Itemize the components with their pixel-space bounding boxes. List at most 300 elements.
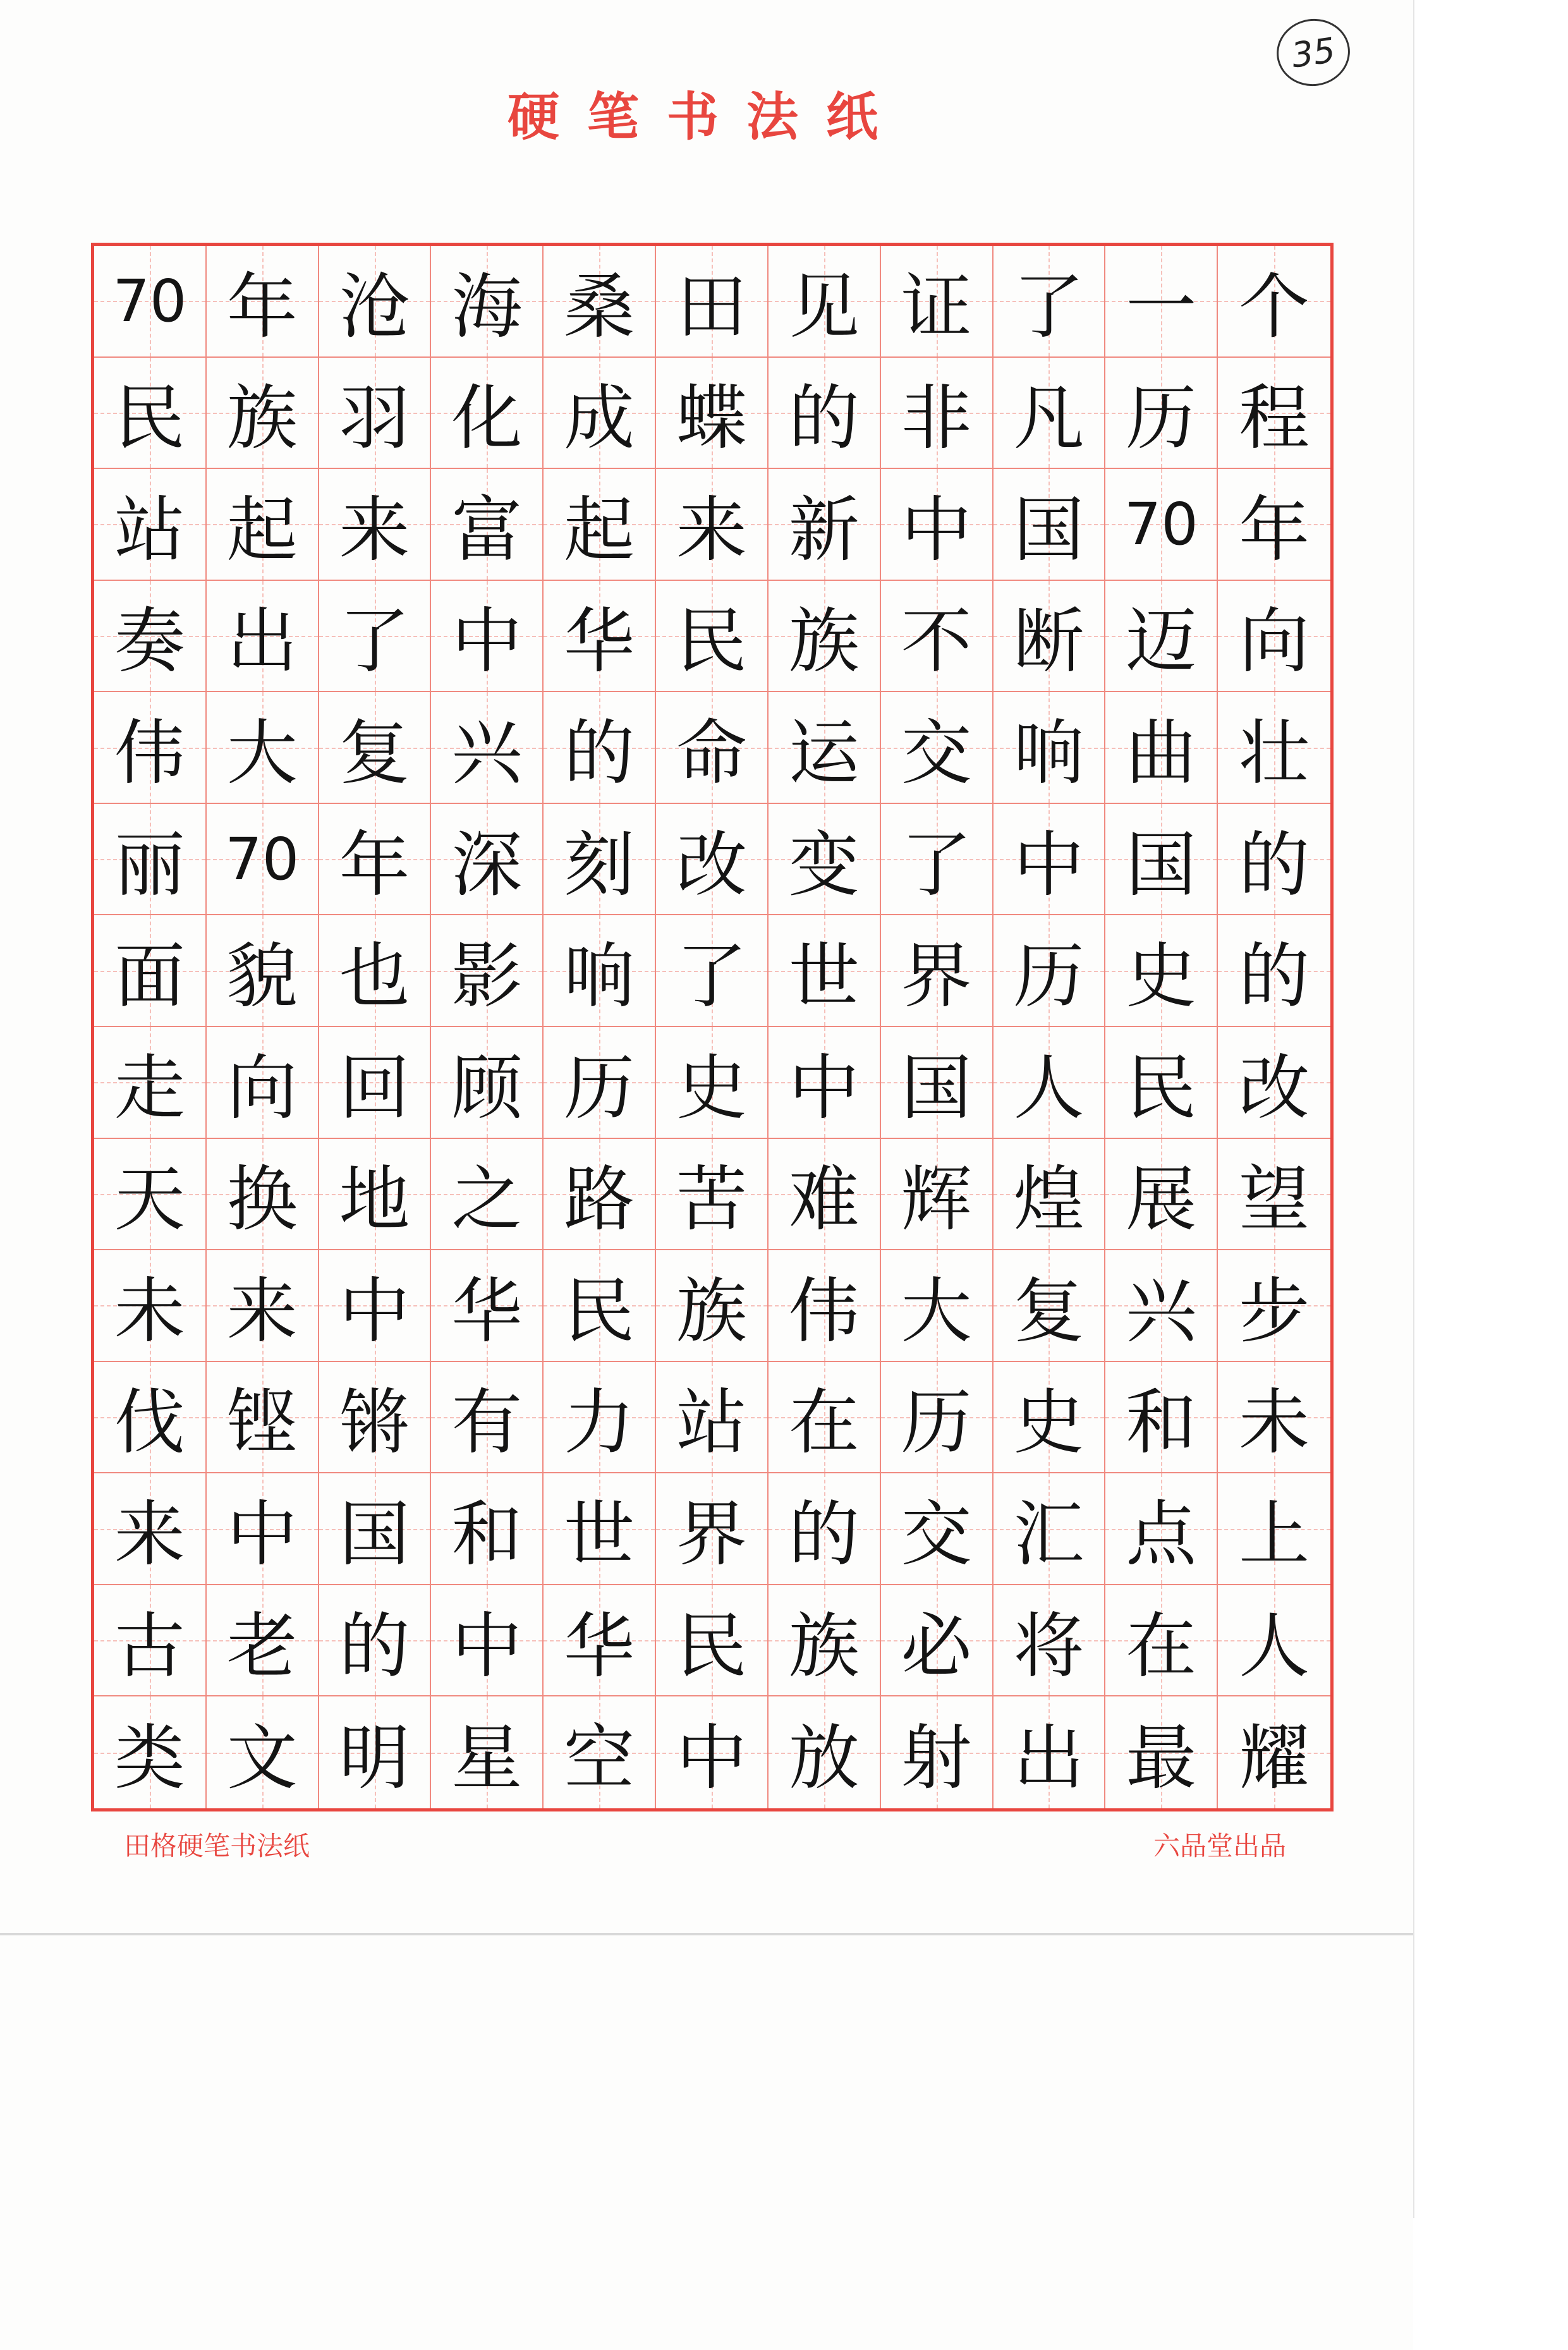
grid-cell [431,469,544,581]
handwritten-character: 和 [451,1494,523,1576]
handwritten-character: 民 [114,377,185,460]
handwritten-character: 年 [1239,489,1310,571]
grid-cell [431,1250,544,1362]
grid-cell [881,692,994,804]
handwritten-character: 族 [788,1605,860,1688]
handwritten-character: 历 [564,1047,635,1129]
grid-cell [431,581,544,693]
grid-cell [1105,1696,1218,1808]
handwritten-character: 铿 [226,1382,298,1464]
handwritten-character: 世 [788,935,860,1018]
handwritten-character: 国 [1126,824,1197,906]
handwritten-character: 证 [901,265,972,348]
handwritten-character: 的 [564,712,635,795]
handwritten-character: 羽 [339,377,410,460]
grid-cell [94,692,207,804]
grid-cell [319,1250,432,1362]
grid-cell [319,469,432,581]
handwritten-character: 向 [1239,600,1310,683]
handwritten-character: 古 [114,1605,185,1688]
handwritten-character: 非 [901,377,972,460]
grid-cell [544,915,656,1027]
handwritten-character: 换 [226,1159,298,1241]
grid-cell [769,1473,881,1585]
handwritten-character: 向 [226,1047,298,1129]
grid-cell [544,692,656,804]
grid-cell [881,1585,994,1697]
handwritten-character: 站 [676,1382,747,1464]
grid-cell [1218,1027,1330,1139]
grid-cell [319,1362,432,1474]
handwritten-character: 沧 [339,265,410,348]
grid-cell [994,358,1106,470]
handwritten-character: 见 [788,265,860,348]
grid-cell [319,1027,432,1139]
handwritten-character: 人 [1013,1047,1085,1129]
handwritten-character: 曲 [1126,712,1197,795]
grid-cell [94,804,207,916]
grid-cell [769,1696,881,1808]
grid-cell [994,1473,1106,1585]
handwritten-character: 壮 [1239,712,1310,795]
handwritten-character: 华 [564,600,635,683]
handwritten-character: 中 [451,600,523,683]
handwritten-character: 的 [339,1605,410,1688]
handwritten-character: 出 [1013,1717,1085,1800]
handwritten-character: 空 [564,1717,635,1800]
grid-cell [769,469,881,581]
grid-cell [881,1139,994,1251]
grid-cell [881,804,994,916]
grid-cell [207,469,319,581]
handwritten-character: 类 [114,1717,185,1800]
handwritten-character: 凡 [1013,377,1085,460]
grid-cell [544,1250,656,1362]
grid-cell [94,581,207,693]
handwritten-character: 老 [226,1605,298,1688]
grid-cell [994,804,1106,916]
handwritten-character: 中 [676,1717,747,1800]
handwritten-character: 响 [564,935,635,1018]
grid-cell [207,246,319,358]
handwritten-character: 响 [1013,712,1085,795]
grid-cell [1218,358,1330,470]
grid-cell [319,804,432,916]
grid-cell [431,1696,544,1808]
handwritten-character: 复 [339,712,410,795]
handwritten-character: 的 [1239,935,1310,1018]
grid-cell [656,358,769,470]
handwritten-character: 历 [901,1382,972,1464]
handwritten-character: 回 [339,1047,410,1129]
handwritten-character: 交 [901,712,972,795]
grid-cell [207,1696,319,1808]
handwritten-character: 锵 [339,1382,410,1464]
handwritten-character: 和 [1126,1382,1197,1464]
grid-cell [994,581,1106,693]
grid-cell [431,915,544,1027]
handwritten-character: 貌 [226,935,298,1018]
handwritten-character: 历 [1126,377,1197,460]
grid-cell [1105,692,1218,804]
grid-cell [1218,1473,1330,1585]
grid-cell [1105,804,1218,916]
grid-cell [94,1696,207,1808]
handwritten-character: 国 [901,1047,972,1129]
grid-cell [431,1362,544,1474]
handwritten-character: 必 [901,1605,972,1688]
grid-cell [881,915,994,1027]
handwritten-character: 中 [226,1494,298,1576]
handwritten-character: 民 [676,600,747,683]
handwritten-character: 了 [1013,265,1085,348]
grid-cell [94,915,207,1027]
handwritten-character: 民 [564,1270,635,1353]
grid-cell [881,246,994,358]
handwritten-character: 星 [451,1717,523,1800]
grid-cell [656,581,769,693]
sheet-title: 硬笔书法纸 [507,87,906,147]
grid-cell [94,358,207,470]
grid-cell [207,1473,319,1585]
grid-cell [544,246,656,358]
grid-cell [94,469,207,581]
grid-cell [94,1473,207,1585]
grid-cell [881,1362,994,1474]
handwritten-character: 的 [1239,824,1310,906]
handwritten-character: 来 [114,1494,185,1576]
handwritten-character: 70 [225,825,300,893]
handwritten-character: 煌 [1013,1159,1085,1241]
grid-cell [431,1139,544,1251]
grid-cell [881,469,994,581]
handwritten-character: 兴 [1126,1270,1197,1353]
grid-cell [1218,804,1330,916]
grid-cell [769,246,881,358]
handwritten-character: 伐 [114,1382,185,1464]
handwritten-character: 来 [676,489,747,571]
handwritten-character: 将 [1013,1605,1085,1688]
handwritten-character: 民 [676,1605,747,1688]
grid-cell [769,1250,881,1362]
writing-grid [91,243,1334,1811]
handwritten-character: 化 [451,377,523,460]
page-number-text: 35 [1289,30,1338,75]
handwritten-character: 顾 [451,1047,523,1129]
handwritten-character: 历 [1013,935,1085,1018]
grid-cell [656,1250,769,1362]
handwritten-character: 天 [114,1159,185,1241]
handwritten-character: 在 [788,1382,860,1464]
grid-cell [544,804,656,916]
handwritten-character: 华 [451,1270,523,1353]
handwritten-character: 面 [114,935,185,1018]
handwritten-character: 改 [676,824,747,906]
handwritten-character: 伟 [788,1270,860,1353]
grid-cell [881,1696,994,1808]
grid-cell [881,581,994,693]
handwritten-character: 新 [788,489,860,571]
handwritten-character: 来 [226,1270,298,1353]
grid-cell [881,358,994,470]
grid-cell [207,581,319,693]
grid-cell [994,1585,1106,1697]
grid-cell [769,581,881,693]
handwritten-character: 影 [451,935,523,1018]
grid-cell [1105,1139,1218,1251]
grid-cell [1105,358,1218,470]
grid-cell [1218,1362,1330,1474]
grid-cell [994,1139,1106,1251]
handwritten-character: 大 [901,1270,972,1353]
handwritten-character: 田 [676,265,747,348]
handwritten-character: 走 [114,1047,185,1129]
grid-cell [656,804,769,916]
grid-cell [1218,1585,1330,1697]
handwritten-character: 命 [676,712,747,795]
grid-cell [94,1362,207,1474]
handwritten-character: 路 [564,1159,635,1241]
grid-cell [1105,469,1218,581]
grid-cell [1105,1585,1218,1697]
handwritten-character: 中 [451,1605,523,1688]
grid-cell [319,246,432,358]
grid-cell [544,358,656,470]
handwritten-character: 的 [788,1494,860,1576]
handwritten-character: 一 [1126,265,1197,348]
handwritten-character: 步 [1239,1270,1310,1353]
grid-cell [431,1473,544,1585]
handwritten-character: 程 [1239,377,1310,460]
grid-cell [319,1696,432,1808]
grid-cell [769,692,881,804]
handwritten-character: 史 [1013,1382,1085,1464]
grid-cell [207,1585,319,1697]
grid-cell [319,1473,432,1585]
handwritten-character: 不 [901,600,972,683]
handwritten-character: 最 [1126,1717,1197,1800]
handwritten-character: 深 [451,824,523,906]
grid-cell [994,1250,1106,1362]
handwritten-character: 有 [451,1382,523,1464]
handwritten-character: 力 [564,1382,635,1464]
grid-cell [994,469,1106,581]
handwritten-character: 苦 [676,1159,747,1241]
handwritten-character: 世 [564,1494,635,1576]
paper-bottom-edge [0,1933,1413,1935]
handwritten-character: 中 [901,489,972,571]
handwritten-character: 站 [114,489,185,571]
grid-cell [1218,1250,1330,1362]
handwritten-character: 年 [339,824,410,906]
handwritten-character: 大 [226,712,298,795]
handwritten-character: 人 [1239,1605,1310,1688]
handwritten-character: 难 [788,1159,860,1241]
handwritten-character: 耀 [1239,1717,1310,1800]
handwritten-character: 未 [1239,1382,1310,1464]
grid-cell [1218,581,1330,693]
handwritten-character: 的 [788,377,860,460]
grid-cell [656,1696,769,1808]
grid-cell [94,1139,207,1251]
handwritten-character: 民 [1126,1047,1197,1129]
handwritten-character: 界 [676,1494,747,1576]
grid-cell [207,692,319,804]
handwritten-character: 变 [788,824,860,906]
grid-cell [319,692,432,804]
footer-paper-type: 田格硬笔书法纸 [124,1830,310,1861]
grid-cell [1105,915,1218,1027]
grid-cell [1105,1027,1218,1139]
handwritten-character: 明 [339,1717,410,1800]
grid-cell [94,1585,207,1697]
grid-cell [544,1139,656,1251]
handwritten-character: 族 [676,1270,747,1353]
grid-cell [431,1027,544,1139]
grid-cell [94,1027,207,1139]
grid-cell [656,1473,769,1585]
handwritten-character: 未 [114,1270,185,1353]
grid-cell [656,1139,769,1251]
grid-cell [1105,1250,1218,1362]
grid-cell [769,1585,881,1697]
grid-cell [544,1027,656,1139]
grid-cell [881,1250,994,1362]
handwritten-character: 也 [339,935,410,1018]
grid-cell [1105,1473,1218,1585]
grid-cell [94,246,207,358]
handwritten-character: 个 [1239,265,1310,348]
handwritten-character: 70 [112,267,187,335]
handwritten-character: 交 [901,1494,972,1576]
grid-cell [1105,1362,1218,1474]
handwritten-character: 起 [226,489,298,571]
grid-cell [544,1696,656,1808]
grid-cell [544,1585,656,1697]
handwritten-character: 海 [451,265,523,348]
handwritten-character: 刻 [564,824,635,906]
handwritten-character: 中 [788,1047,860,1129]
grid-cell [656,692,769,804]
grid-cell [994,1696,1106,1808]
grid-cell [1218,1696,1330,1808]
handwritten-character: 放 [788,1717,860,1800]
handwritten-character: 70 [1124,490,1198,558]
grid-cell [319,581,432,693]
handwritten-character: 汇 [1013,1494,1085,1576]
handwritten-character: 国 [1013,489,1085,571]
grid-cell [431,358,544,470]
grid-cell [544,581,656,693]
handwritten-character: 中 [1013,824,1085,906]
grid-cell [656,915,769,1027]
handwritten-character: 在 [1126,1605,1197,1688]
grid-cell [207,1362,319,1474]
grid-cell [769,1362,881,1474]
handwritten-character: 国 [339,1494,410,1576]
grid-cell [769,358,881,470]
handwritten-character: 富 [451,489,523,571]
grid-cell [994,915,1106,1027]
handwritten-character: 断 [1013,600,1085,683]
handwritten-character: 丽 [114,824,185,906]
grid-cell [207,915,319,1027]
handwritten-character: 了 [901,824,972,906]
grid-cell [881,1027,994,1139]
handwritten-character: 之 [451,1159,523,1241]
handwritten-character: 了 [339,600,410,683]
grid-cell [656,1027,769,1139]
handwritten-character: 史 [676,1047,747,1129]
handwritten-character: 地 [339,1159,410,1241]
handwritten-character: 伟 [114,712,185,795]
grid-cell [656,1585,769,1697]
grid-cell [94,1250,207,1362]
grid-cell [994,692,1106,804]
grid-cell [994,1362,1106,1474]
handwritten-character: 了 [676,935,747,1018]
grid-cell [1218,1139,1330,1251]
grid-cell [769,1027,881,1139]
handwritten-character: 族 [226,377,298,460]
grid-cell [769,915,881,1027]
grid-cell [1218,246,1330,358]
grid-cell [207,1250,319,1362]
handwritten-character: 中 [339,1270,410,1353]
handwritten-character: 来 [339,489,410,571]
handwritten-character: 桑 [564,265,635,348]
grid-cell [769,804,881,916]
grid-cell [431,1585,544,1697]
grid-cell [1105,246,1218,358]
grid-cell [769,1139,881,1251]
handwritten-character: 复 [1013,1270,1085,1353]
grid-cell [881,1473,994,1585]
grid-cell [994,1027,1106,1139]
handwritten-character: 射 [901,1717,972,1800]
handwritten-character: 点 [1126,1494,1197,1576]
handwritten-character: 辉 [901,1159,972,1241]
grid-cell [656,1362,769,1474]
handwritten-character: 兴 [451,712,523,795]
scan-margin [1413,0,1568,2218]
footer-publisher: 六品堂出品 [1153,1830,1287,1861]
grid-cell [431,692,544,804]
handwritten-character: 奏 [114,600,185,683]
grid-cell [656,469,769,581]
grid-cell [431,804,544,916]
grid-cell [207,358,319,470]
handwritten-character: 界 [901,935,972,1018]
grid-cell [207,1027,319,1139]
grid-cell [544,1473,656,1585]
handwritten-character: 迈 [1126,600,1197,683]
grid-cell [431,246,544,358]
handwritten-character: 改 [1239,1047,1310,1129]
grid-cell [544,469,656,581]
grid-cell [207,804,319,916]
handwritten-character: 族 [788,600,860,683]
grid-cell [319,1585,432,1697]
grid-cell [1218,692,1330,804]
grid-cell [994,246,1106,358]
handwritten-character: 运 [788,712,860,795]
grid-cell [319,1139,432,1251]
handwritten-character: 起 [564,489,635,571]
handwritten-character: 年 [226,265,298,348]
grid-cell [1105,581,1218,693]
handwritten-character: 望 [1239,1159,1310,1241]
